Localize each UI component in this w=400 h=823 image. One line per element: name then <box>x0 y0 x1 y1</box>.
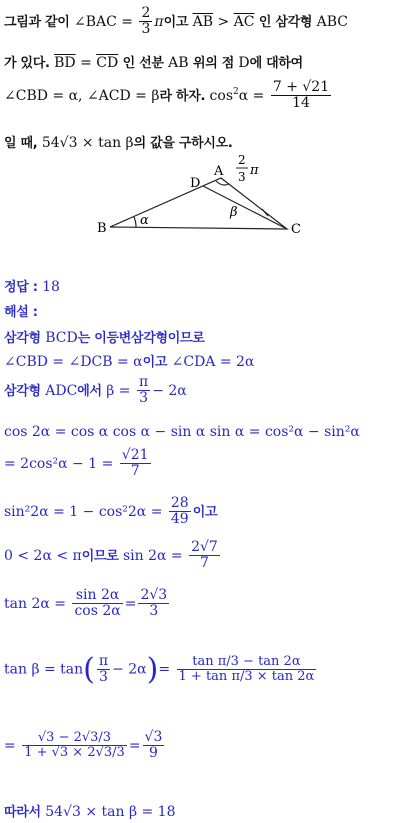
fraction <box>120 448 151 480</box>
math: tan β = tan <box>4 661 84 678</box>
angle-num: 2 <box>238 153 246 167</box>
math: − 2α <box>152 382 187 399</box>
math: cos 2α = cos α cos α − sin α sin α = cos²α − sin²α <box>4 424 360 440</box>
denominator: cos 2α <box>74 603 121 620</box>
numerator: tan π/3 − tan 2α <box>177 655 317 670</box>
math: = 2cos²α − 1 = <box>4 455 114 472</box>
text: 이고 <box>163 14 189 30</box>
numerator: π <box>139 374 149 390</box>
numerator: 7 + √21 <box>272 79 330 95</box>
math: = <box>124 595 137 612</box>
label-alpha: α <box>140 213 149 228</box>
label-d: D <box>190 176 201 191</box>
answer-line <box>4 276 400 295</box>
segment-ac: $\overline{AC}$ <box>233 13 255 30</box>
denominator: 3 <box>139 390 149 407</box>
numerator: 2√3 <box>140 587 168 603</box>
solution-line-2 <box>4 351 400 370</box>
numerator: 2 <box>141 5 151 21</box>
segment-cd: $\overline{CD}$ <box>96 55 119 71</box>
paren: ) <box>146 652 159 687</box>
answer-label: 정답 : <box>4 280 38 295</box>
superscript: 2 <box>233 87 239 98</box>
math: D <box>238 55 250 71</box>
math: ADC <box>45 382 78 399</box>
numerator: 2√7 <box>191 539 218 555</box>
text: 에서 <box>77 383 102 399</box>
text: 는 이등변삼각형이므로 <box>77 331 205 346</box>
math: ∠CBD = α, ∠ACD = β <box>4 87 160 104</box>
math: BCD <box>45 330 78 346</box>
angle-mark-alpha <box>134 217 136 227</box>
fraction <box>139 6 152 38</box>
label-a: A <box>214 164 224 179</box>
text: 그림과 같이 <box>4 14 70 30</box>
denominator: 49 <box>170 511 189 528</box>
math: 54√3 × tan β = 18 <box>45 804 176 820</box>
fraction <box>189 540 220 572</box>
text: 이므로 <box>81 548 119 564</box>
denominator: 1 + √3 × 2√3/3 <box>24 745 125 761</box>
math: sin 2α = <box>122 547 183 564</box>
math: = <box>80 55 92 71</box>
problem-line-3 <box>4 80 400 112</box>
label-beta: β <box>230 205 238 220</box>
denominator: 9 <box>149 745 158 762</box>
text: 에 대하여 <box>249 56 303 71</box>
triangle-figure <box>0 150 400 250</box>
solution-line-6 <box>4 496 400 528</box>
text: 일 때, <box>4 136 38 151</box>
text: 이고 <box>142 355 168 370</box>
math: = <box>158 661 171 678</box>
text: 의 값을 구하시오. <box>133 136 233 151</box>
fraction <box>97 654 110 686</box>
math: β = <box>106 382 131 399</box>
pi: π <box>154 13 164 30</box>
math: 54√3 × tan β <box>41 135 134 151</box>
numerator: √3 − 2√3/3 <box>22 731 127 746</box>
text: 삼각형 <box>4 331 41 346</box>
fraction <box>72 588 122 620</box>
math: ABC <box>316 13 348 30</box>
numerator: sin 2α <box>72 588 122 604</box>
numerator: √21 <box>121 447 149 463</box>
text: 가 있다. <box>4 56 50 71</box>
text: 라 하자. <box>159 88 206 104</box>
math: AB <box>168 55 189 71</box>
angle-mark-beta <box>262 209 268 216</box>
math: = <box>4 737 16 754</box>
problem-line-4 <box>4 132 400 151</box>
solution-line-7 <box>4 540 400 572</box>
angle-pi: π <box>250 163 259 178</box>
fraction <box>143 730 165 762</box>
denominator: 7 <box>200 555 209 572</box>
explain-label: 해설 : <box>4 305 38 320</box>
segment-ab: $\overline{AB}$ <box>192 13 213 30</box>
fraction <box>169 496 191 528</box>
answer-value: 18 <box>42 279 60 295</box>
segment-dc <box>203 186 287 229</box>
math: 0 < 2α < π <box>4 547 82 564</box>
fraction <box>271 80 331 112</box>
fraction <box>137 375 150 407</box>
numerator: 28 <box>170 495 189 511</box>
math: α = <box>238 87 265 104</box>
denominator: 1 + tan π/3 × tan 2α <box>178 669 315 684</box>
math: cos <box>209 87 234 104</box>
math: ∠CDA = 2α <box>171 354 255 370</box>
text: 인 삼각형 <box>258 14 313 30</box>
denominator: 3 <box>149 603 159 620</box>
math: ∠CBD = ∠DCB = α <box>4 354 143 370</box>
numerator: √3 <box>144 729 163 745</box>
solution-line-9 <box>4 652 400 687</box>
paren: ( <box>83 652 95 687</box>
fraction <box>138 588 169 620</box>
denominator: 14 <box>292 95 310 112</box>
segment-bd: $\overline{BD}$ <box>54 55 76 71</box>
solution-line-4 <box>4 424 400 440</box>
label-c: C <box>291 222 301 237</box>
math: = <box>128 737 141 754</box>
math: tan 2α = <box>4 595 66 612</box>
explain-label-line <box>4 301 400 320</box>
angle-den: 3 <box>238 170 246 184</box>
denominator: 3 <box>141 21 151 38</box>
solution-line-8 <box>4 588 400 620</box>
text: 이고 <box>192 504 218 520</box>
solution-line-5 <box>4 448 400 480</box>
solution-line-10 <box>4 730 400 762</box>
math: ∠BAC = <box>73 13 134 30</box>
denominator: 3 <box>99 669 108 685</box>
denominator: 7 <box>130 463 140 480</box>
solution-line-3 <box>4 375 400 407</box>
fraction <box>177 655 317 685</box>
text: 인 선분 <box>122 56 164 71</box>
text: 따라서 <box>4 805 41 820</box>
solution-line-11 <box>4 801 400 820</box>
fraction <box>22 731 127 761</box>
solution-line-1 <box>4 327 400 346</box>
problem-line-1 <box>4 6 400 38</box>
text: 위의 점 <box>192 56 234 71</box>
label-b: B <box>97 221 107 236</box>
text: 삼각형 <box>4 383 41 399</box>
math: sin²2α = 1 − cos²2α = <box>4 503 163 520</box>
numerator: π <box>98 652 109 669</box>
math: > <box>217 13 230 30</box>
math: − 2α <box>112 661 147 678</box>
problem-line-2 <box>4 52 400 71</box>
